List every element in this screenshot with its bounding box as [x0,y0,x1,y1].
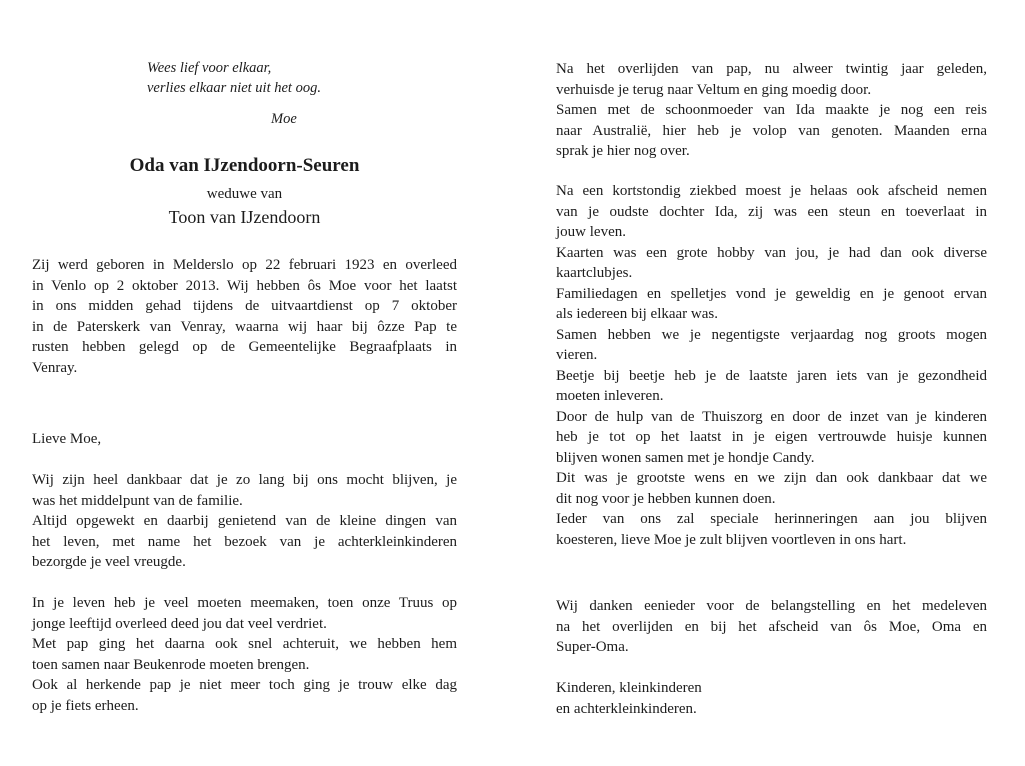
thanks-paragraph [556,596,987,658]
right-paragraph-1 [556,59,987,162]
bio-line: rusten hebben gelegd op de Gemeentelijke Begraafplaats in [32,339,457,355]
motto-author: Moe [271,111,297,127]
text-line: Beetje bij beetje heb je de laatste jaren iets van je gezondheid [556,367,987,384]
text-line: Samen met de schoonmoeder van Ida maakte je nog een reis [556,102,987,118]
text-line: Wij danken eenieder voor de belangstelling en het medeleven [556,598,987,614]
text-line: Door de hulp van de Thuiszorg en door de inzet van je kinderen [556,408,987,425]
bio-line: in de Paterskerk van Venray, waarna wij haar bij ôzze Pap te [32,318,457,335]
text-line: Kaarten was een grote hobby van jou, je had dan ook diverse [556,244,987,261]
text-line: Dit was je grootste wens en we zijn dan ook dankbaar dat we [556,470,987,486]
text-line: naar Australië, hier heb je volop van genoten. Maanden erna [556,122,987,139]
text-line: Ook al herkende pap je niet meer toch ging je trouw elke dag [32,677,457,693]
text-line: jonge leeftijd overleed deed jou dat veel verdriet. [32,615,327,632]
text-line: Familiedagen en spelletjes vond je geweldig en je genoot ervan [556,285,987,302]
text-line: van je oudste dochter Ida, zij was een steun en toeverlaat in [556,203,987,220]
text-line: sprak je hier nog over. [556,143,690,159]
text-line: het leven, met name het bezoek van je achterkleinkinderen [32,533,457,550]
text-line: heb je tot op het laatst in je eigen vertrouwde huisje kunnen [556,429,987,445]
left-paragraph-2 [32,593,457,716]
text-line: op je fiets erheen. [32,697,139,714]
text-line: In je leven heb je veel moeten meemaken, toen onze Truus op [32,595,457,611]
text-line: Samen hebben we je negentigste verjaardag nog groots mogen [556,326,987,343]
relation-label: weduwe van [206,186,283,202]
text-line: Na een kortstondig ziekbed moest je helaas ook afscheid nemen [556,183,987,199]
deceased-name: Oda van IJzendoorn-Seuren [129,155,360,176]
text-line: was het middelpunt van de familie. [32,492,243,509]
salutation-text: Lieve Moe, [32,431,102,447]
bio-line: in Venlo op 2 oktober 2013. Wij hebben ôs Moe voor het laatst [32,277,457,294]
text-line: als iedereen bij elkaar was. [556,306,719,322]
text-line: toen samen naar Beukenrode moeten brengen. [32,656,310,673]
text-line: Wij zijn heel dankbaar dat je zo lang bij ons mocht blijven, je [32,472,457,488]
husband-name: Toon van IJzendoorn [168,207,321,227]
left-paragraph-1 [32,470,457,573]
signature-line: Kinderen, kleinkinderen [556,680,702,696]
text-line: verhuisde je terug naar Veltum en ging moedig door. [556,81,872,98]
bio-line: Zij werd geboren in Melderslo op 22 februari 1923 en overleed [32,257,457,273]
text-line: kaartclubjes. [556,265,633,281]
text-line: Altijd opgewekt en daarbij genietend van de kleine dingen van [32,513,457,529]
motto [147,58,407,98]
motto-line-1: Wees lief voor elkaar, [147,60,272,76]
signature [556,678,987,719]
text-line: jouw leven. [556,224,626,240]
text-line: Met pap ging het daarna ook snel achteruit, we hebben hem [32,636,457,652]
text-line: Super-Oma. [556,639,629,655]
bio-line: Venray. [32,359,78,376]
text-line: moeten inleveren. [556,388,664,404]
text-line: na het overlijden en bij het afscheid van ôs Moe, Oma en [556,618,987,635]
text-line: Ieder van ons zal speciale herinneringen aan jou blijven [556,511,987,527]
text-line: bezorgde je veel vreugde. [32,554,186,570]
text-line: vieren. [556,347,598,363]
bio-line: in ons midden gehad tijdens de uitvaartdienst op 7 oktober [32,298,457,314]
text-line: dit nog voor je hebben kunnen doen. [556,490,776,507]
right-paragraph-2 [556,181,987,550]
salutation [32,429,457,450]
bio-paragraph [32,255,457,378]
text-line: blijven wonen samen met je hondje Candy. [556,449,815,466]
signature-line: en achterkleinkinderen. [556,700,697,717]
text-line: Na het overlijden van pap, nu alweer twintig jaar geleden, [556,61,987,77]
motto-line-2: verlies elkaar niet uit het oog. [147,80,321,96]
text-line: koesteren, lieve Moe je zult blijven voortleven in ons hart. [556,531,907,548]
